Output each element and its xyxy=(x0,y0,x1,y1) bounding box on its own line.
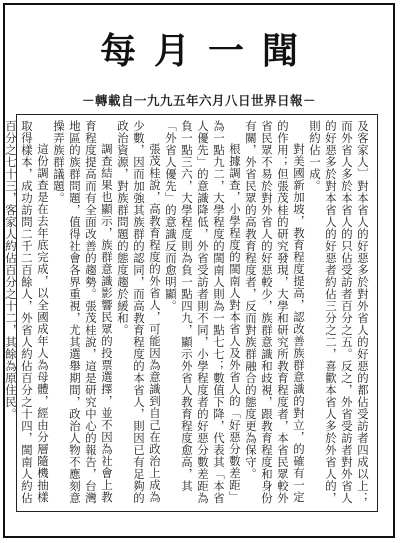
article-paragraph: 及客家人〕對本省人的好惡多於對外省人的好惡的都佔受訪者四成以上；而外省人多於本省人的只佔受訪者百分之五。反之，外省受訪者對外省人的好惡多於對本省人的好惡者約佔三分之二，喜歡本省人多於外省人的，則約佔一成。 xyxy=(308,120,370,504)
article-paragraph: 張茂桂說，高教育程度的外省人，可能因為意識到自己在政治上成為少數，因而加強其族群的認同，而高教育程度的本省人，則因已有足夠的政治資源，對族群問題的態度趨於緩和。 xyxy=(116,120,162,504)
source-line: －轉載自一九九五年六月八日世界日報－ xyxy=(81,93,316,108)
article-paragraph: 調查結果也顯示，族群意識影響民眾的投票選擇，並不因為社會上教育程度提高而有全面改善的趨勢。張茂桂說，這是研究中心的報告，台灣地區的族群問題，值得社會各界重視，尤其選舉期間，政治人物不應刻意操弄族群議題。 xyxy=(52,120,114,504)
article-paragraph: 這份調查是在去年底完成，以全國成年人為母體，經由分層隨機抽樣取得樣本，成功訪問二千二百餘人，外省人約佔百分之十四，閩南人約佔百分之七十三，客家人約佔百分之十二，其餘為原住民。 xyxy=(4,120,50,504)
article-paragraph: 根據調查，小學程度的閩南人對本省人及外省人的「好惡分數差距」為一點九二，大學程度的閩南人則為一點七七；數值下降，代表其「本省人優先」的意識降低，外省受訪者則不同，小學程度者的好惡分數差距為負一點三六，大學程度則為負一點四九，顯示外省人教育程度愈高，其「外省人優先」的意識反而愈明顯。 xyxy=(164,120,242,504)
article-body xyxy=(4,114,378,512)
page-headline: 每月一聞 xyxy=(99,30,316,72)
article-paragraph: 對美國新加坡，教育程度提高，認改善族群意識的對立，的確有一定的作用；但張茂桂的研究發現，大學和研究所教育程度者，本省民眾較外省民眾不易於對外省人的好惡較少，族群意識和歧視，跟教育程度和身份有關，外省民眾的高教育程度者，反而對族群融合的態度更為保守。 xyxy=(244,120,306,504)
